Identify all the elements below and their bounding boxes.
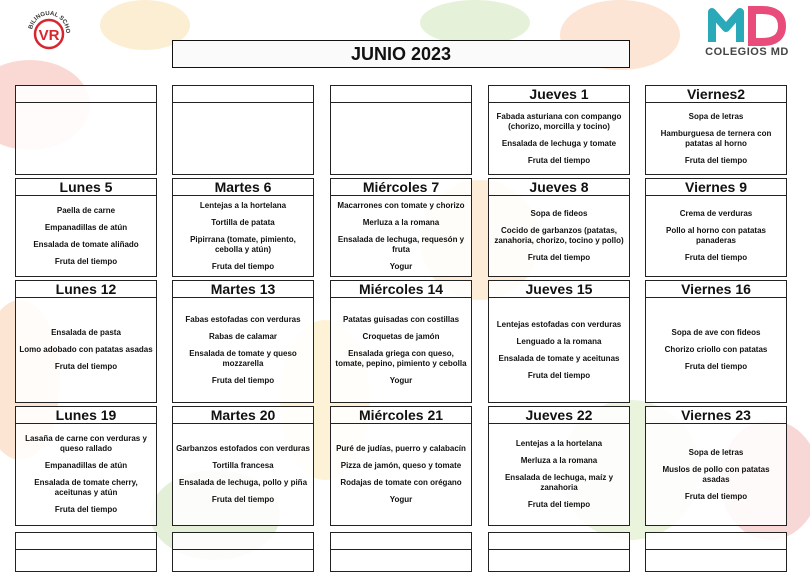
day-cell — [488, 280, 630, 403]
menu-item: Merluza a la romana — [362, 217, 440, 227]
day-cell — [15, 85, 157, 175]
menu-item: Fruta del tiempo — [684, 491, 748, 501]
menu-item: Hamburguesa de ternera con patatas al horno — [660, 128, 772, 148]
menu-items — [173, 103, 313, 174]
menu-item: Fruta del tiempo — [527, 370, 591, 380]
menu-item: Muslos de pollo con patatas asadas — [662, 464, 770, 484]
day-cell — [15, 532, 157, 572]
menu-item: Lentejas a la hortelana — [199, 200, 287, 210]
menu-item: Pizza de jamón, queso y tomate — [340, 461, 462, 470]
menu-item: Pollo al horno con patatas panaderas — [665, 226, 766, 245]
day-header — [173, 86, 313, 103]
menu-item: Tortilla de patata — [211, 217, 275, 227]
menu-item: Yogur — [389, 375, 413, 385]
menu-item: Fruta del tiempo — [684, 253, 748, 262]
menu-item: Fruta del tiempo — [54, 505, 118, 514]
school-arc-text: BILINGUAL SCHO — [28, 10, 71, 34]
menu-items — [331, 424, 471, 525]
menu-item: Paella de carne — [56, 205, 116, 215]
menu-item: Ensalada de pasta — [51, 328, 121, 337]
day-cell — [172, 85, 314, 175]
menu-item: Ensalada de lechuga y tomate — [501, 138, 617, 148]
day-header: Lunes 5 — [16, 179, 156, 196]
menu-item: Rodajas de tomate con orégano — [340, 478, 462, 487]
menu-item: Ensalada griega con queso, tomate, pepino, pimiento y cebolla — [335, 348, 467, 368]
menu-item: Empanadillas de atún — [44, 222, 128, 232]
menu-item: Merluza a la romana — [520, 456, 598, 465]
day-header: Miércoles 21 — [331, 407, 471, 424]
menu-item: Ensalada de lechuga, pollo y piña — [178, 478, 308, 487]
menu-item: Ensalada de lechuga, maíz y zanahoria — [504, 473, 614, 492]
day-header — [331, 86, 471, 103]
menu-item: Lomo adobado con patatas asadas — [19, 345, 153, 354]
menu-item: Fruta del tiempo — [211, 261, 275, 271]
menu-item: Fabas estofadas con verduras — [185, 314, 301, 324]
background-lettuce-decoration — [420, 0, 530, 45]
menu-item: Fruta del tiempo — [54, 362, 118, 371]
menu-item: Macarrones con tomate y chorizo — [337, 200, 465, 210]
day-header — [16, 533, 156, 550]
day-cell — [488, 532, 630, 572]
menu-item: Fruta del tiempo — [684, 155, 748, 165]
day-header: Viernes2 — [646, 86, 786, 103]
day-header — [173, 533, 313, 550]
menu-items — [646, 103, 786, 174]
day-header: Lunes 19 — [16, 407, 156, 424]
day-header: Martes 6 — [173, 179, 313, 196]
day-header — [16, 86, 156, 103]
menu-item: Crema de verduras — [679, 209, 753, 218]
menu-item: Fruta del tiempo — [54, 256, 118, 266]
menu-items — [331, 103, 471, 174]
day-header: Viernes 23 — [646, 407, 786, 424]
menu-item: Fruta del tiempo — [527, 500, 591, 509]
menu-item: Fruta del tiempo — [527, 155, 591, 165]
menu-item: Fabada asturiana con compango (chorizo, morcilla y tocino) — [496, 111, 622, 131]
menu-items — [173, 298, 313, 402]
day-header: Jueves 15 — [489, 281, 629, 298]
day-cell — [645, 280, 787, 403]
day-cell — [172, 532, 314, 572]
menu-item: Sopa de ave con fideos — [671, 328, 761, 337]
day-header — [489, 533, 629, 550]
menu-item: Empanadillas de atún — [44, 461, 128, 470]
menu-item: Lenguado a la romana — [516, 336, 602, 346]
day-cell — [645, 532, 787, 572]
day-cell — [488, 85, 630, 175]
menu-item: Sopa de letras — [688, 447, 744, 457]
day-cell — [172, 178, 314, 277]
day-cell — [488, 406, 630, 526]
menu-item: Yogur — [389, 495, 413, 504]
menu-item: Sopa de fideos — [530, 209, 588, 218]
day-header: Viernes 9 — [646, 179, 786, 196]
day-cell — [172, 280, 314, 403]
menu-item: Fruta del tiempo — [527, 253, 591, 262]
day-cell — [645, 85, 787, 175]
menu-items — [489, 424, 629, 525]
menu-items — [16, 424, 156, 525]
menu-item: Pipirrana (tomate, pimiento, cebolla y atún) — [190, 234, 296, 254]
menu-items — [173, 196, 313, 276]
colegios-md-logo — [700, 2, 794, 62]
menu-items — [489, 298, 629, 402]
day-header: Jueves 1 — [489, 86, 629, 103]
menu-item: Chorizo criollo con patatas — [664, 345, 768, 354]
menu-item: Croquetas de jamón — [362, 331, 440, 341]
menu-item: Fruta del tiempo — [211, 375, 275, 385]
school-logo — [24, 4, 74, 54]
menu-items — [173, 424, 313, 525]
day-header: Martes 13 — [173, 281, 313, 298]
menu-item: Cocido de garbanzos (patatas, zanahoria, chorizo, tocino y pollo) — [494, 226, 624, 245]
menu-items — [331, 196, 471, 276]
day-cell — [645, 406, 787, 526]
day-cell — [15, 406, 157, 526]
menu-item: Ensalada de lechuga, requesón y fruta — [337, 234, 465, 254]
menu-items — [646, 424, 786, 525]
month-title-box — [172, 40, 630, 68]
day-header: Lunes 12 — [16, 281, 156, 298]
day-cell — [330, 532, 472, 572]
menu-items — [16, 103, 156, 174]
day-cell — [172, 406, 314, 526]
menu-item: Puré de judías, puerro y calabacín — [336, 444, 466, 453]
menu-item: Ensalada de tomate y queso mozzarella — [189, 348, 297, 368]
day-header: Viernes 16 — [646, 281, 786, 298]
menu-item: Tortilla francesa — [212, 461, 274, 470]
day-header: Miércoles 14 — [331, 281, 471, 298]
page-title: JUNIO 2023 — [350, 43, 452, 64]
day-header: Jueves 8 — [489, 179, 629, 196]
day-cell — [330, 280, 472, 403]
day-header — [331, 533, 471, 550]
menu-item: Lentejas a la hortelana — [515, 439, 603, 448]
menu-items — [489, 103, 629, 174]
day-header — [646, 533, 786, 550]
menu-item: Lasaña de carne con verduras y queso rallado — [25, 434, 147, 453]
day-cell — [330, 178, 472, 277]
day-cell — [15, 280, 157, 403]
day-cell — [645, 178, 787, 277]
day-header: Jueves 22 — [489, 407, 629, 424]
menu-items — [331, 298, 471, 402]
day-header: Martes 20 — [173, 407, 313, 424]
day-header: Miércoles 7 — [331, 179, 471, 196]
menu-item: Fruta del tiempo — [684, 362, 748, 371]
menu-items — [489, 196, 629, 276]
menu-item: Garbanzos estofados con verduras — [176, 444, 310, 453]
menu-item: Ensalada de tomate cherry, aceitunas y atún — [34, 478, 138, 497]
menu-items — [16, 196, 156, 276]
day-cell — [330, 85, 472, 175]
day-cell — [330, 406, 472, 526]
menu-items — [16, 298, 156, 402]
menu-item: Fruta del tiempo — [211, 495, 275, 504]
menu-item: Sopa de letras — [688, 111, 744, 121]
day-cell — [15, 178, 157, 277]
menu-item: Ensalada de tomate y aceitunas — [498, 353, 620, 363]
menu-item: Lentejas estofadas con verduras — [496, 319, 622, 329]
menu-items — [646, 298, 786, 402]
menu-item: Patatas guisadas con costillas — [342, 314, 460, 324]
brand-name: COLEGIOS MD — [705, 46, 789, 58]
school-initials: VR — [38, 27, 60, 44]
menu-item: Yogur — [389, 261, 413, 271]
menu-item: Rabas de calamar — [208, 331, 278, 341]
day-cell — [488, 178, 630, 277]
menu-items — [646, 196, 786, 276]
menu-item: Ensalada de tomate aliñado — [33, 239, 139, 249]
